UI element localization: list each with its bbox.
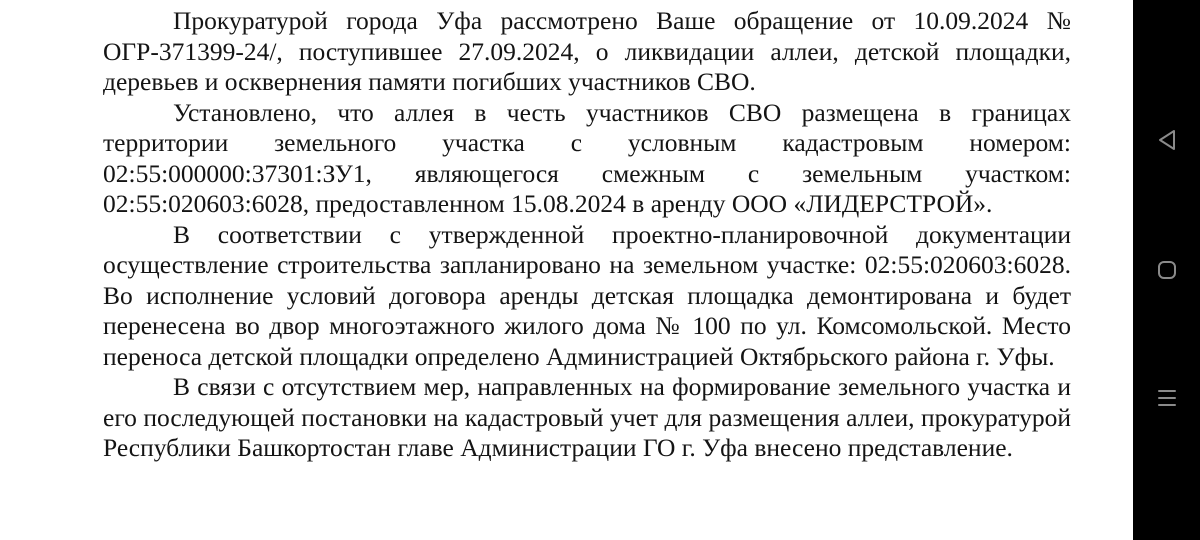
back-triangle-icon: [1157, 129, 1177, 151]
home-button[interactable]: [1133, 242, 1200, 298]
paragraph-playground-relocation: В соответствии с утвержденной проектно-планировочной документации осуществление строительства запланировано на земельном участке: 02:55:020603:6028. Во исполнение условий договора аренды детская площадка демонтирована и будет перенесена во двор многоэтажного жилого дома № 100 по ул. Комсомольской. Место переноса детской площадки определено Администрацией Октябрьского района г. Уфы.: [103, 219, 1071, 371]
back-button[interactable]: [1133, 112, 1200, 168]
android-navigation-bar: [1133, 0, 1200, 540]
recents-lines-icon: [1157, 388, 1177, 408]
paragraph-complaint-review: Прокуратурой города Уфа рассмотрено Ваше обращение от 10.09.2024 № ОГР-371399-24/, поступившее 27.09.2024, о ликвидации аллеи, детской площадки, деревьев и осквернения памяти погибших участников СВО.: [103, 6, 1071, 96]
home-rounded-square-icon: [1157, 260, 1177, 280]
paragraph-prosecutor-submission: В связи с отсутствием мер, направленных на формирование земельного участка и его последующей постановки на кадастровый учет для размещения аллеи, прокуратурой Республики Башкортостан главе Администрации ГО г. Уфа внесено представление.: [103, 372, 1071, 462]
document-body: [103, 6, 1071, 464]
recents-button[interactable]: [1133, 370, 1200, 426]
paragraph-alley-location: Установлено, что аллея в честь участников СВО размещена в границах территории земельного участка с условным кадастровым номером: 02:55:000000:37301:ЗУ1, являющегося смежным с земельным участком: 02:55:020603:6028, предоставленном 15.08.2024 в аренду ООО «ЛИДЕРСТРОЙ».: [103, 97, 1071, 218]
